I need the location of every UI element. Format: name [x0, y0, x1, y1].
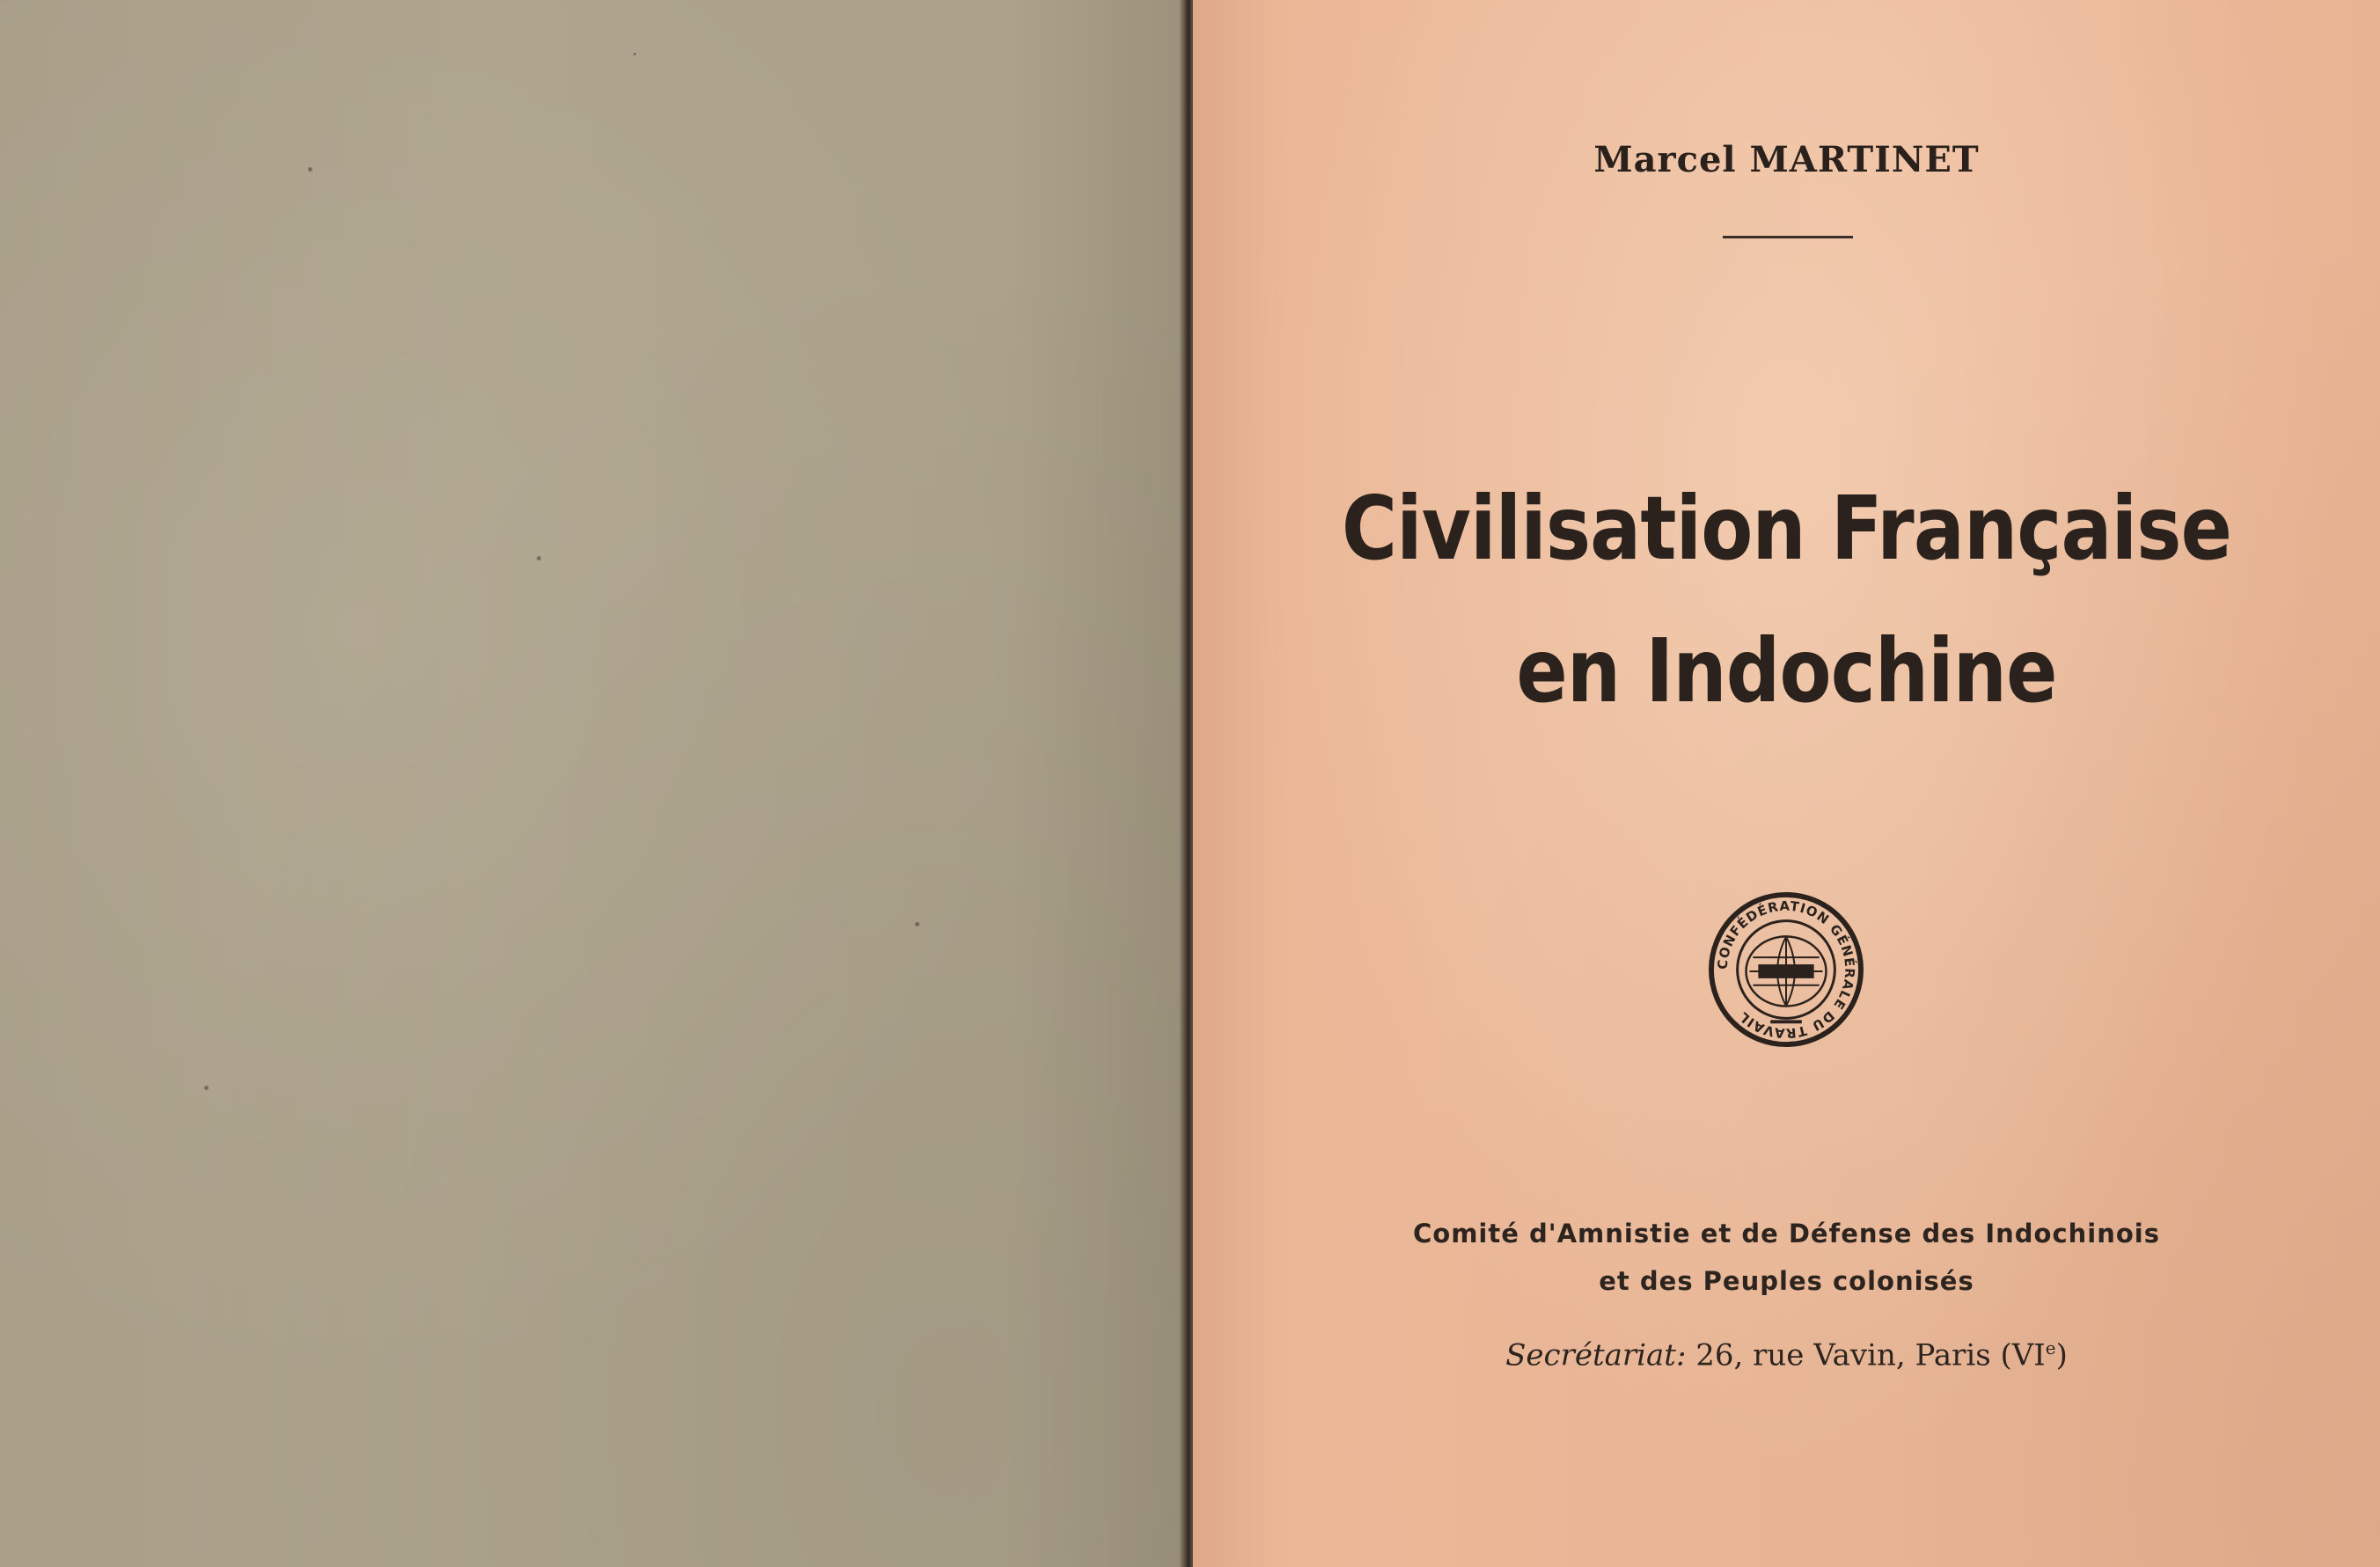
secretariat-street: 26, rue Vavin, Paris (VI: [1686, 1337, 2046, 1373]
stamp-seal-icon: [1708, 891, 1864, 1048]
title-line-1: Civilisation Française: [1341, 477, 2232, 580]
secretariat-address: [1193, 1337, 2380, 1373]
secretariat-close: ): [2055, 1337, 2068, 1373]
paper-speck: [633, 53, 636, 55]
paper-speck: [915, 922, 919, 926]
committee-name: [1193, 1210, 2380, 1305]
title-page: [1193, 0, 2380, 1567]
committee-line-1: Comité d'Amnistie et de Défense des Indochinois: [1412, 1219, 2160, 1248]
paper-speck: [204, 1086, 209, 1090]
secretariat-label: Secrétariat:: [1505, 1337, 1687, 1373]
seal-inscription: CONFÉDÉRATION GÉNÉRALE DU TRAVAIL: [1715, 898, 1857, 1041]
book-title: [1276, 458, 2296, 743]
author-divider: [1723, 236, 1853, 238]
paper-speck: [308, 167, 312, 172]
secretariat-superscript: e: [2045, 1337, 2056, 1358]
committee-line-2: et des Peuples colonisés: [1599, 1266, 1974, 1296]
author-name: Marcel MARTINET: [1593, 139, 1980, 180]
title-line-2: en Indochine: [1516, 619, 2057, 722]
left-blank-page: [0, 0, 1186, 1567]
paper-speck: [537, 556, 541, 560]
